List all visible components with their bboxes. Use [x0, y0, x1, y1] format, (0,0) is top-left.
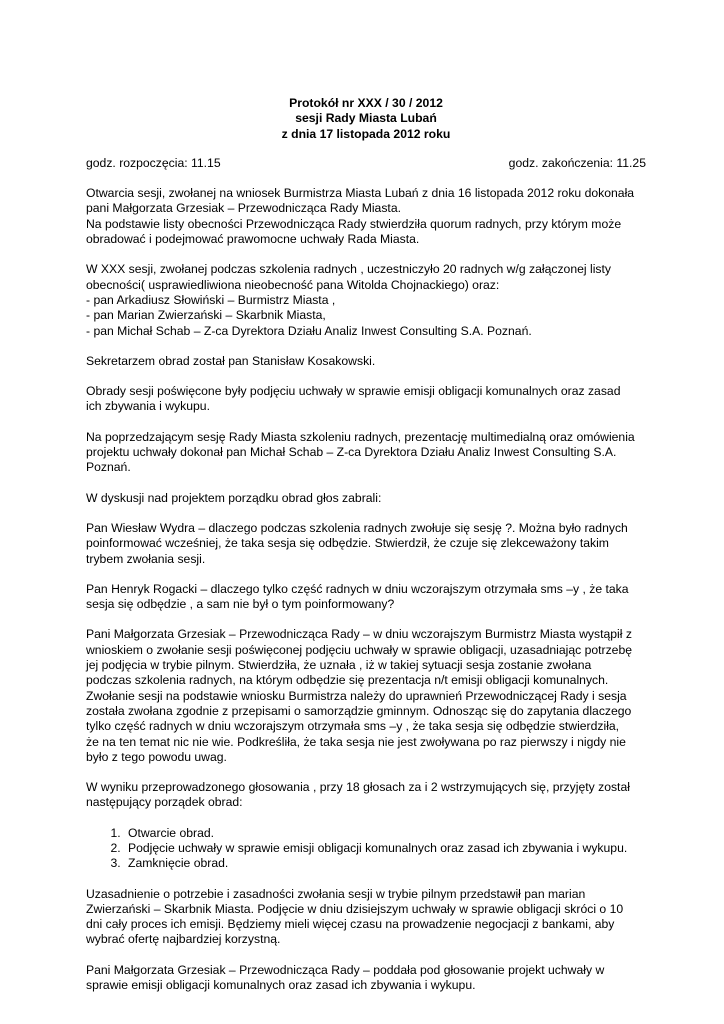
text-line: trybem zwołania sesji.: [86, 551, 206, 566]
text-line: sprawie emisji obligacji komunalnych oraz zasad ich zbywania i wykupu.: [86, 978, 476, 993]
text-line: W wyniku przeprowadzonego głosowania , przy 18 głosach za i 2 wstrzymujących się, przyjęty został: [86, 780, 630, 795]
document-title: [86, 96, 646, 142]
title-line-1: Protokół nr XXX / 30 / 2012: [289, 96, 443, 110]
text-line: Uzasadnienie o potrzebie i zasadności zwołania sesji w trybie pilnym przedstawił pan marian: [86, 886, 586, 901]
text-line: następujący porządek obrad:: [86, 795, 243, 810]
text-line: Pan Henryk Rogacki – dlaczego tylko część radnych w dniu wczorajszym otrzymała sms –y , że taka: [86, 581, 629, 596]
agenda-item: 2. Podjęcie uchwały w sprawie emisji obligacji komunalnych oraz zasad ich zbywania i wykupu.: [124, 841, 646, 856]
text-line: W dyskusji nad projektem porządku obrad głos zabrali:: [86, 490, 382, 505]
text-line: sesja się odbędzie , a sam nie był o tym poinformowany?: [86, 597, 395, 612]
text-line: - pan Marian Zwierzański – Skarbnik Miasta,: [86, 308, 326, 323]
text-line: wnioskiem o zwołanie sesji poświęconej podjęciu uchwały w sprawie obligacji, uzasadniając potrzebę: [86, 642, 633, 657]
text-line: została zwołana zgodnie z przepisami o samorządzie gminnym. Odnosząc się do zapytania dlaczego: [86, 703, 632, 718]
text-line: W XXX sesji, zwołanej podczas szkolenia radnych , uczestniczyło 20 radnych w/g załączonej listy: [86, 262, 611, 277]
text-line: Pani Małgorzata Grzesiak – Przewodnicząca Rady – w dniu wczorajszym Burmistrz Miasta wystąpił z: [86, 627, 632, 642]
text-line: Sekretarzem obrad został pan Stanisław Kosakowski.: [86, 353, 376, 368]
text-line: poinformować wcześniej, że taka sesja się odbędzie. Stwierdził, że czuje się zlekceważony takim: [86, 536, 609, 551]
text-line: Na poprzedzającym sesję Rady Miasta szkoleniu radnych, prezentację multimedialną oraz omówienia: [86, 429, 635, 444]
title-line-2: sesji Rady Miasta Lubań: [295, 111, 437, 126]
text-line: dni cały proces ich emisji. Będziemy mieli więcej czasu na prowadzenie negocjacji z bankami, aby: [86, 917, 615, 932]
session-times: [86, 156, 646, 171]
text-line: Na podstawie listy obecności Przewodnicząca Rady stwierdziła quorum radnych, przy którym może: [86, 216, 622, 231]
text-line: tylko część radnych w dniu wczorajszym otrzymała sms –y , że taka sesja się odbędzie stwierdziła,: [86, 719, 620, 734]
document-body: [86, 96, 646, 1008]
text-line: ich zbywania i wykupu.: [86, 399, 210, 414]
end-time: godz. zakończenia: 11.25: [508, 155, 646, 170]
text-line: Zwierzański – Skarbnik Miasta. Podjęcie w dniu dzisiejszym uchwały w sprawie obligacji skróci o 10: [86, 901, 624, 916]
text-line: było z tego powodu uwag.: [86, 749, 227, 764]
title-line-3: z dnia 17 listopada 2012 roku: [281, 126, 451, 141]
text-line: projektu uchwały dokonał pan Michał Schab – Z-ca Dyrektora Działu Analiz Inwest Consulting S.A.: [86, 445, 617, 460]
agenda-item: 1. Otwarcie obrad.: [124, 826, 646, 841]
text-line: - pan Arkadiusz Słowiński – Burmistrz Miasta ,: [86, 292, 336, 307]
text-line: Pani Małgorzata Grzesiak – Przewodnicząca Rady – poddała pod głosowanie projekt uchwały w: [86, 962, 605, 977]
text-line: że na ten temat nic nie wie. Podkreśliła, że taka sesja nie jest zwoływana po raz pierwszy i nigdy nie: [86, 734, 626, 749]
text-line: Obrady sesji poświęcone były podjęciu uchwały w sprawie emisji obligacji komunalnych oraz zasad: [86, 384, 621, 399]
agenda-item: 3. Zamknięcie obrad.: [124, 856, 646, 871]
text-line: Poznań.: [86, 460, 131, 475]
text-line: Pan Wiesław Wydra – dlaczego podczas szkolenia radnych zwołuje się sesję ?. Można było radnych: [86, 520, 628, 535]
text-line: jej podjęcia w trybie pilnym. Stwierdziła, że uznała , iż w takiej sytuacji sesja zostanie zwołana: [86, 658, 592, 673]
text-line: pani Małgorzata Grzesiak – Przewodnicząca Rady Miasta.: [86, 201, 401, 216]
text-line: wybrać ofertę najbardziej korzystną.: [86, 932, 281, 947]
start-time: godz. rozpoczęcia: 11.15: [86, 155, 221, 170]
agenda-list: [86, 826, 646, 872]
text-line: Zwołanie sesji na podstawie wniosku Burmistrza należy do uprawnień Przewodniczącej Rady i sesja: [86, 688, 627, 703]
text-line: Otwarcia sesji, zwołanej na wniosek Burmistrza Miasta Lubań z dnia 16 listopada 2012 roku dokonała: [86, 186, 635, 201]
text-line: - pan Michał Schab – Z-ca Dyrektora Działu Analiz Inwest Consulting S.A. Poznań.: [86, 323, 532, 338]
text-line: obradować i podejmować prawomocne uchwały Rada Miasta.: [86, 232, 420, 247]
text-line: podczas szkolenia radnych, na którym odbędzie się prezentacja n/t emisji obligacji komunalnych.: [86, 673, 609, 688]
text-line: obecności( usprawiedliwiona nieobecność pana Witolda Chojnackiego) oraz:: [86, 277, 500, 292]
